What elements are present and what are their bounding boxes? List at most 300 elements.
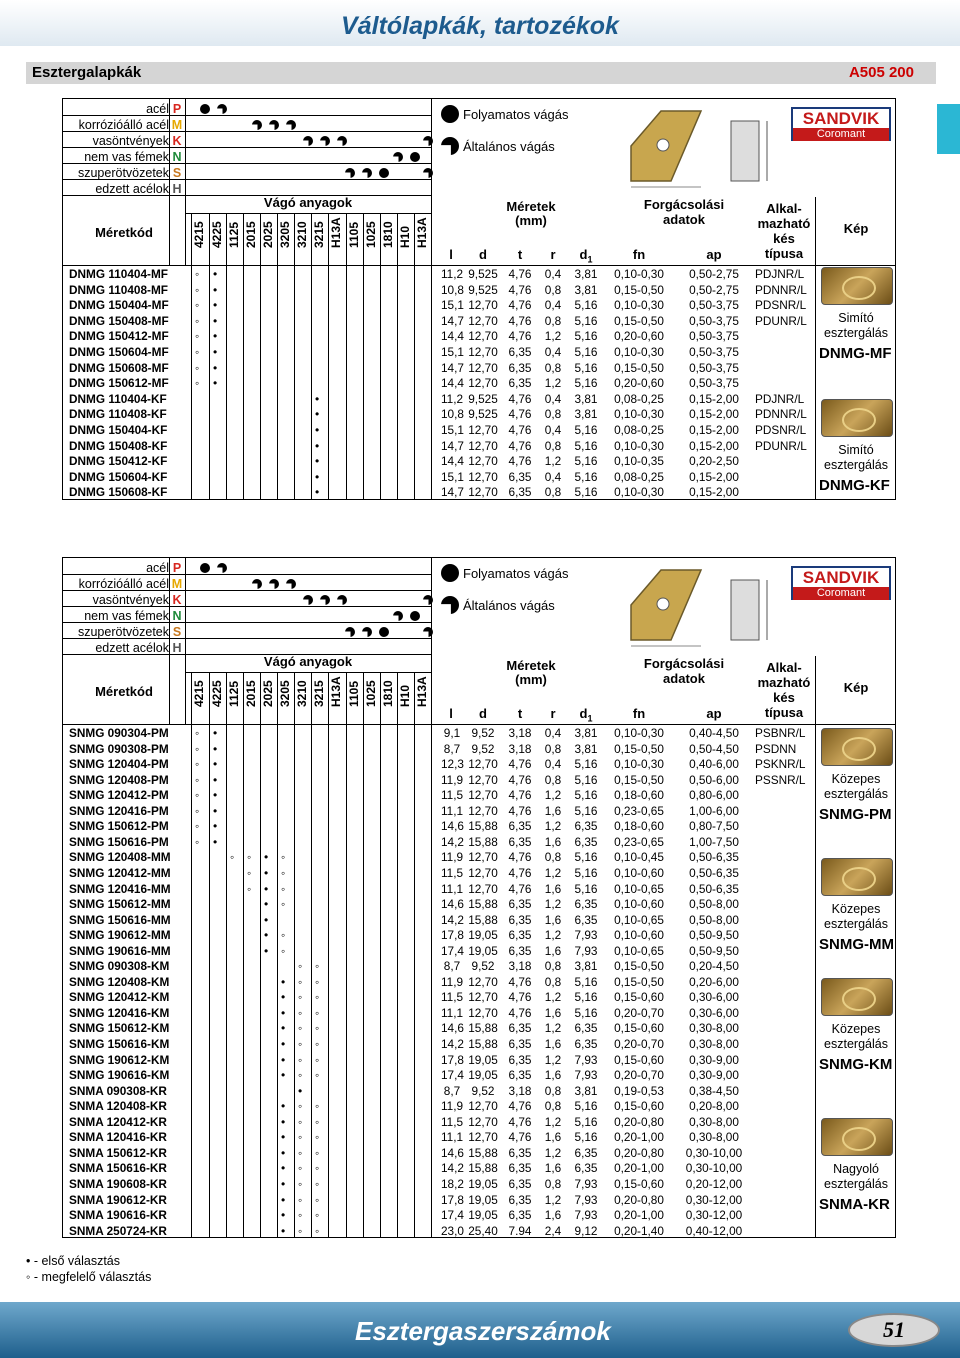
suitable-choice-icon: ◦ [195, 819, 200, 834]
cell-t: 6,35 [508, 928, 532, 943]
material-name: nem vas fémek [84, 150, 169, 164]
first-choice-icon: • [213, 329, 218, 344]
cell-fn: 0,15-0,60 [614, 1052, 664, 1067]
row-code: SNMG 190616-MM [69, 943, 171, 958]
cell-t: 6,35 [508, 1176, 532, 1191]
row-code: DNMG 150412-MF [69, 329, 169, 344]
general-cut-icon [362, 168, 372, 178]
image-title: SNMG-KM [819, 1056, 893, 1073]
suitable-choice-icon: ◦ [281, 928, 286, 943]
cell-t: 6,35 [508, 1068, 532, 1083]
cell-d1: 3,81 [574, 726, 598, 740]
cell-d: 15,88 [468, 834, 498, 849]
material-letter: S [172, 166, 182, 180]
cell-l: 11,1 [441, 1005, 464, 1020]
cell-d1: 3,81 [574, 267, 598, 281]
continuous-cut-icon [379, 168, 389, 178]
cell-fn: 0,15-0,60 [614, 1021, 664, 1036]
col-header-fn: fn [632, 706, 646, 721]
suitable-choice-icon: ◦ [195, 298, 200, 313]
grade-header [346, 200, 361, 262]
cell-l: 14,4 [441, 329, 464, 344]
suitable-choice-icon: ◦ [298, 1145, 303, 1160]
grade-header [397, 200, 412, 262]
table-row [63, 757, 897, 773]
cell-r: 0,8 [544, 741, 562, 756]
cell-ap: 0,20-8,00 [689, 1099, 739, 1114]
cell-d: 12,70 [468, 298, 498, 313]
cell-t: 6,35 [508, 345, 532, 359]
first-choice-icon: • [264, 865, 269, 880]
table-row [63, 267, 897, 283]
first-choice-icon: • [281, 974, 286, 989]
cell-t: 4,76 [508, 881, 532, 896]
row-code: SNMG 120412-MM [69, 865, 171, 880]
cell-fn: 0,10-0,45 [614, 850, 664, 865]
cell-l: 14,4 [441, 376, 464, 391]
cell-r: 1,2 [544, 865, 562, 880]
first-choice-icon: • [281, 1099, 286, 1114]
footer-title: Esztergaszerszámok [355, 1316, 611, 1346]
suitable-choice-icon: ◦ [195, 788, 200, 803]
cell-l: 17,4 [441, 943, 464, 958]
cell-fn: 0,15-0,60 [614, 1176, 664, 1191]
cell-fn: 0,10-0,30 [614, 485, 664, 500]
continuous-cut-icon [441, 105, 459, 123]
row-code: SNMA 120412-KR [69, 1114, 167, 1129]
general-cut-icon [337, 595, 347, 605]
first-choice-icon: • [213, 819, 218, 834]
cell-l: 14,6 [441, 1021, 464, 1036]
material-name: vasöntvények [92, 593, 169, 607]
alk-label: kés [773, 231, 795, 246]
suitable-choice-icon: ◦ [195, 757, 200, 772]
cell-t: 6,35 [508, 469, 532, 484]
general-cut-icon [252, 579, 262, 589]
row-code: DNMG 150408-KF [69, 438, 168, 453]
cell-r: 0,4 [544, 391, 562, 406]
suitable-choice-icon: ◦ [247, 850, 252, 865]
cell-fn: 0,10-0,35 [614, 454, 664, 469]
table-row [63, 1130, 897, 1146]
grade-header [363, 200, 378, 262]
first-choice-icon: • [281, 1145, 286, 1160]
suitable-choice-icon: ◦ [281, 850, 286, 865]
cell-d: 15,88 [468, 1021, 498, 1036]
forg-label-1: Forgácsolási [643, 656, 725, 671]
general-cut-icon [345, 627, 355, 637]
row-code: SNMG 150616-PM [69, 834, 169, 849]
cell-l: 15,1 [441, 469, 464, 484]
suitable-choice-icon: ◦ [298, 1099, 303, 1114]
suitable-choice-icon: ◦ [247, 865, 252, 880]
cell-t: 4,76 [508, 313, 532, 328]
cell-ap: 0,30-8,00 [689, 1021, 739, 1036]
cell-tool: PSDNN [755, 741, 797, 756]
col-header-d: d [479, 706, 487, 721]
grade-header [311, 200, 326, 262]
cell-d1: 3,81 [574, 959, 598, 974]
suitable-choice-icon: ◦ [315, 974, 320, 989]
suitable-choice-icon: ◦ [195, 345, 200, 359]
cell-fn: 0,20-0,60 [614, 329, 664, 344]
cell-l: 14,4 [441, 454, 464, 469]
suitable-choice-icon: ◦ [230, 850, 235, 865]
grade-header [209, 659, 224, 721]
general-cut-icon [393, 152, 403, 162]
cell-t: 4,76 [508, 803, 532, 818]
row-code: SNMG 150612-PM [69, 819, 169, 834]
first-choice-icon: • [213, 360, 218, 375]
material-letter: P [172, 102, 182, 116]
suitable-choice-icon: ◦ [247, 881, 252, 896]
cell-l: 15,1 [441, 423, 464, 437]
grade-header [226, 200, 241, 262]
image-title: SNMG-PM [819, 806, 892, 823]
grade-header [294, 200, 309, 262]
cell-t: 3,18 [508, 1083, 532, 1098]
cell-d: 12,70 [468, 881, 498, 896]
cell-l: 14,6 [441, 819, 464, 834]
row-code: DNMG 150612-MF [69, 376, 169, 391]
cell-t: 4,76 [508, 282, 532, 297]
cell-ap: 0,30-9,00 [689, 1068, 739, 1083]
section-bar [26, 62, 936, 84]
row-code: SNMG 090304-PM [69, 726, 169, 740]
general-cut-icon [252, 120, 262, 130]
cell-r: 0,4 [544, 298, 562, 313]
suitable-choice-icon: ◦ [298, 1114, 303, 1129]
row-code: DNMG 150608-KF [69, 485, 168, 500]
brand-logo [791, 566, 891, 600]
cell-l: 14,2 [441, 1037, 464, 1051]
cell-l: 17,8 [441, 1052, 464, 1067]
grid-line [63, 163, 431, 164]
cell-d1: 7,93 [574, 1052, 598, 1067]
cell-r: 0,8 [544, 959, 562, 974]
row-code: SNMG 120416-PM [69, 803, 169, 818]
table-row [63, 819, 897, 835]
cell-t: 3,18 [508, 741, 532, 756]
cell-t: 3,18 [508, 726, 532, 740]
row-code: SNMA 150612-KR [69, 1145, 167, 1160]
cell-fn: 0,15-0,50 [614, 313, 664, 328]
section-code: A505 200 [848, 64, 914, 81]
grade-label: 1810 [380, 680, 395, 707]
cell-r: 1,6 [544, 1037, 562, 1051]
first-choice-icon: • [281, 1114, 286, 1129]
cell-l: 17,8 [441, 1192, 464, 1207]
image-label-1: Simító [838, 311, 874, 325]
grade-label: H13A [414, 676, 429, 707]
meretek-label: Méretek [506, 658, 556, 673]
suitable-choice-icon: ◦ [298, 1005, 303, 1020]
cell-d: 15,88 [468, 1145, 498, 1160]
cell-ap: 0,50-4,50 [689, 741, 739, 756]
suitable-choice-icon: ◦ [298, 990, 303, 1005]
table-row [63, 1068, 897, 1084]
table-row [63, 726, 897, 742]
cell-d1: 3,81 [574, 391, 598, 406]
cell-d1: 5,16 [574, 469, 598, 484]
forg-label-2: adatok [663, 212, 705, 227]
table-row [63, 1037, 897, 1053]
cell-tool: PDSNR/L [755, 423, 807, 437]
cell-fn: 0,20-1,40 [614, 1223, 664, 1238]
cell-t: 4,76 [508, 1130, 532, 1145]
cell-l: 17,8 [441, 928, 464, 943]
cell-t: 4,76 [508, 1005, 532, 1020]
material-letter: H [172, 641, 182, 655]
cell-d: 12,70 [468, 1005, 498, 1020]
cell-t: 4,76 [508, 391, 532, 406]
cell-d: 9,525 [468, 407, 498, 422]
cell-ap: 0,30-8,00 [689, 1037, 739, 1051]
cell-fn: 0,10-0,30 [614, 407, 664, 422]
cell-t: 4,76 [508, 267, 532, 281]
brand-logo [791, 107, 891, 141]
alk-label: Alkal- [766, 201, 802, 216]
grade-header [209, 200, 224, 262]
first-choice-icon: • [315, 454, 320, 469]
general-cut-icon [393, 611, 403, 621]
table-row [63, 470, 897, 486]
col-header-r: r [550, 247, 556, 262]
cell-fn: 0,19-0,53 [614, 1083, 664, 1098]
cell-r: 1,2 [544, 928, 562, 943]
cell-d1: 5,16 [574, 454, 598, 469]
general-cut-icon [286, 120, 296, 130]
grade-label: 1105 [346, 221, 361, 248]
row-code: DNMG 150412-KF [69, 454, 168, 469]
table-row [63, 975, 897, 991]
cell-r: 0,8 [544, 485, 562, 500]
suitable-choice-icon: ◦ [195, 360, 200, 375]
cell-l: 11,1 [441, 881, 464, 896]
first-choice-icon: • [213, 741, 218, 756]
general-cut-icon [303, 136, 313, 146]
continuous-cut-icon [410, 152, 420, 162]
cell-fn: 0,10-0,30 [614, 438, 664, 453]
row-code: DNMG 150608-MF [69, 360, 169, 375]
image-label-1: Közepes [831, 1022, 881, 1036]
first-choice-icon: • [264, 897, 269, 912]
row-code: DNMG 110404-MF [69, 267, 168, 281]
suitable-choice-icon: ◦ [298, 974, 303, 989]
image-title: DNMG-MF [819, 345, 892, 362]
cell-t: 6,35 [508, 1037, 532, 1051]
table-row [63, 1006, 897, 1022]
cell-ap: 0,50-3,75 [689, 345, 739, 359]
first-choice-icon: • [281, 1005, 286, 1020]
row-code: SNMA 250724-KR [69, 1223, 167, 1238]
table-row [63, 376, 897, 392]
first-choice-icon: • [213, 834, 218, 849]
insert-photo [821, 267, 893, 305]
general-cut-icon [362, 627, 372, 637]
grade-label: 4225 [209, 221, 224, 248]
cell-t: 4,76 [508, 772, 532, 787]
cell-d: 12,70 [468, 485, 498, 500]
alk-label: mazható [757, 216, 811, 231]
cell-d1: 7,93 [574, 1176, 598, 1191]
d1-sub: 1 [587, 254, 593, 265]
row-code: DNMG 150604-MF [69, 345, 169, 359]
cell-l: 14,7 [441, 485, 464, 500]
suitable-choice-icon: ◦ [298, 1192, 303, 1207]
cell-d1: 6,35 [574, 1161, 598, 1176]
material-name: korrózióálló acél [78, 118, 169, 132]
cell-t: 4,76 [508, 850, 532, 865]
image-label-1: Közepes [831, 902, 881, 916]
cell-d: 12,70 [468, 1130, 498, 1145]
cell-l: 17,4 [441, 1068, 464, 1083]
cell-d1: 7,93 [574, 1208, 598, 1223]
first-choice-icon: • [213, 376, 218, 391]
first-choice-icon: • [213, 757, 218, 772]
cell-d: 12,70 [468, 1114, 498, 1129]
page-number: 51 [848, 1313, 940, 1347]
cell-ap: 0,50-2,75 [689, 282, 739, 297]
grade-label: H13A [414, 217, 429, 248]
cell-t: 6,35 [508, 1208, 532, 1223]
meretek-label: Méretek [506, 199, 556, 214]
grade-header [363, 659, 378, 721]
cell-ap: 0,30-9,00 [689, 1052, 739, 1067]
grid-line [63, 622, 431, 623]
row-code: SNMG 090308-KM [69, 959, 170, 974]
material-letter: K [172, 134, 182, 148]
suitable-choice-icon: ◦ [298, 1176, 303, 1191]
table-row [63, 959, 897, 975]
cell-d: 25,40 [468, 1223, 498, 1238]
cell-d1: 5,16 [574, 485, 598, 500]
grade-header [346, 659, 361, 721]
cell-t: 6,35 [508, 1161, 532, 1176]
cell-l: 15,1 [441, 345, 464, 359]
cell-tool: PDSNR/L [755, 298, 807, 313]
cell-ap: 0,80-6,00 [689, 788, 739, 803]
cell-ap: 0,15-2,00 [689, 391, 739, 406]
cell-fn: 0,18-0,60 [614, 788, 664, 803]
grid-line [63, 590, 431, 591]
cell-t: 6,35 [508, 1145, 532, 1160]
cell-t: 4,76 [508, 788, 532, 803]
cell-d: 19,05 [468, 1192, 498, 1207]
cell-t: 4,76 [508, 454, 532, 469]
insert-diagram [601, 101, 781, 191]
cell-r: 1,6 [544, 881, 562, 896]
col-header-l: l [449, 706, 453, 721]
cell-d: 12,70 [468, 803, 498, 818]
suitable-choice-icon: ◦ [315, 1021, 320, 1036]
grade-header [277, 659, 292, 721]
image-label-2: esztergálás [824, 1037, 888, 1051]
cell-l: 14,2 [441, 834, 464, 849]
table-row [63, 298, 897, 314]
cell-ap: 0,50-6,35 [689, 865, 739, 880]
cell-l: 14,6 [441, 1145, 464, 1160]
cell-r: 0,4 [544, 757, 562, 772]
cell-ap: 0,50-9,50 [689, 928, 739, 943]
grid-line [63, 179, 431, 180]
cell-d1: 5,16 [574, 772, 598, 787]
insert-diagram [601, 560, 781, 650]
table-row [63, 345, 897, 361]
cell-t: 4,76 [508, 407, 532, 422]
cell-fn: 0,10-0,60 [614, 928, 664, 943]
cell-fn: 0,10-0,30 [614, 726, 664, 740]
cell-l: 23,0 [441, 1223, 464, 1238]
table-row [63, 1208, 897, 1224]
cell-ap: 0,15-2,00 [689, 423, 739, 437]
cell-r: 2,4 [544, 1223, 562, 1238]
cell-d: 12,70 [468, 865, 498, 880]
cell-fn: 0,10-0,60 [614, 865, 664, 880]
cell-ap: 0,50-3,75 [689, 329, 739, 344]
alk-label: kés [773, 690, 795, 705]
image-title: DNMG-KF [819, 477, 890, 494]
cell-d1: 7,93 [574, 1192, 598, 1207]
cell-r: 1,2 [544, 454, 562, 469]
cell-t: 4,76 [508, 757, 532, 772]
grade-header [294, 659, 309, 721]
cell-fn: 0,10-0,30 [614, 267, 664, 281]
table-row [63, 485, 897, 501]
row-code: SNMA 120408-KR [69, 1099, 167, 1114]
forg-label-1: Forgácsolási [643, 197, 725, 212]
cell-ap: 0,20-4,50 [689, 959, 739, 974]
general-cut-icon [286, 579, 296, 589]
suitable-choice-icon: ◦ [195, 772, 200, 787]
cell-r: 0,8 [544, 360, 562, 375]
cell-ap: 0,30-10,00 [685, 1161, 743, 1176]
material-name: nem vas fémek [84, 609, 169, 623]
table-row [63, 788, 897, 804]
cell-l: 10,8 [441, 407, 464, 422]
cell-fn: 0,15-0,50 [614, 282, 664, 297]
cell-fn: 0,10-0,60 [614, 897, 664, 912]
cell-r: 1,2 [544, 819, 562, 834]
cell-t: 4,76 [508, 865, 532, 880]
cell-d: 12,70 [468, 990, 498, 1005]
cell-t: 6,35 [508, 1052, 532, 1067]
material-letter: H [172, 182, 182, 196]
first-choice-icon: • [213, 345, 218, 359]
cell-ap: 0,30-8,00 [689, 1130, 739, 1145]
table-snmg [62, 557, 896, 1238]
col-header-t: t [517, 706, 523, 721]
cell-d1: 7,93 [574, 928, 598, 943]
grid-line [185, 558, 186, 724]
grade-header [397, 659, 412, 721]
cell-fn: 0,23-0,65 [614, 834, 664, 849]
cell-tool: PSSNR/L [755, 772, 806, 787]
cell-d1: 5,16 [574, 881, 598, 896]
grade-header [243, 200, 258, 262]
cell-d: 12,70 [468, 438, 498, 453]
brand-sub: Coromant [793, 128, 889, 141]
d1-label: d [579, 706, 588, 721]
cell-fn: 0,15-0,50 [614, 772, 664, 787]
cell-ap: 0,38-4,50 [689, 1083, 739, 1098]
cell-r: 0,8 [544, 407, 562, 422]
cell-ap: 0,20-2,50 [689, 454, 739, 469]
folyamatos-label: Folyamatos vágás [463, 566, 569, 581]
cell-d1: 5,16 [574, 990, 598, 1005]
suitable-choice-icon: ◦ [315, 1208, 320, 1223]
col-header-r: r [550, 706, 556, 721]
